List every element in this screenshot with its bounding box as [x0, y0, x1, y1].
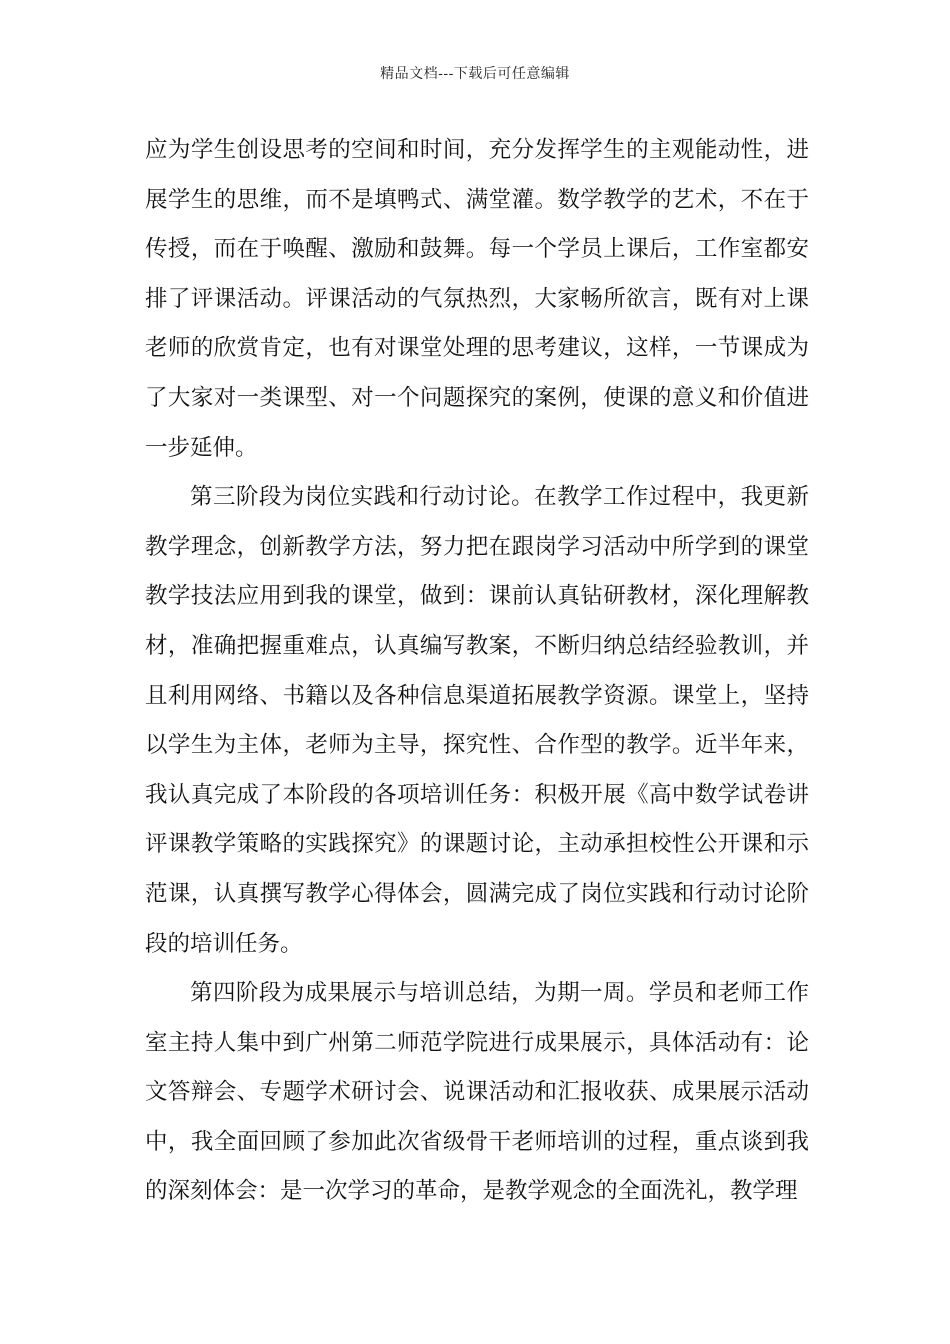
- paragraph-stage-three: 第三阶段为岗位实践和行动讨论。在教学工作过程中，我更新教学理念，创新教学方法，努力把在跟岗学习活动中所学到的课堂教学技法应用到我的课堂，做到：课前认真钻研教材，深化理解教材，准确把握重难点，认真编写教案，不断归纳总结经验教训，并且利用网络、书籍以及各种信息渠道拓展教学资源。课堂上，坚持以学生为主体，老师为主导，探究性、合作型的教学。近半年来，我认真完成了本阶段的各项培训任务：积极开展《高中数学试卷讲评课教学策略的实践探究》的课题讨论，主动承担校性公开课和示范课，认真撰写教学心得体会，圆满完成了岗位实践和行动讨论阶段的培训任务。: [145, 484, 809, 957]
- paragraph-continuation: 应为学生创设思考的空间和时间，充分发挥学生的主观能动性，进展学生的思维，而不是填鸭式、满堂灌。数学教学的艺术，不在于传授，而在于唤醒、激励和鼓舞。每一个学员上课后，工作室都安排了评课活动。评课活动的气氛热烈，大家畅所欲言，既有对上课老师的欣赏肯定，也有对课堂处理的思考建议，这样，一节课成为了大家对一类课型、对一个问题探究的案例，使课的意义和价值进一步延伸。: [145, 137, 809, 461]
- paragraph-stage-four: 第四阶段为成果展示与培训总结，为期一周。学员和老师工作室主持人集中到广州第二师范学院进行成果展示，具体活动有：论文答辩会、专题学术研讨会、说课活动和汇报收获、成果展示活动中，我全面回顾了参加此次省级骨干老师培训的过程，重点谈到我的深刻体会：是一次学习的革命，是教学观念的全面洗礼，教学理: [145, 980, 809, 1205]
- page-header: 精品文档---下载后可任意编辑: [380, 66, 570, 82]
- document-body: [145, 126, 809, 1217]
